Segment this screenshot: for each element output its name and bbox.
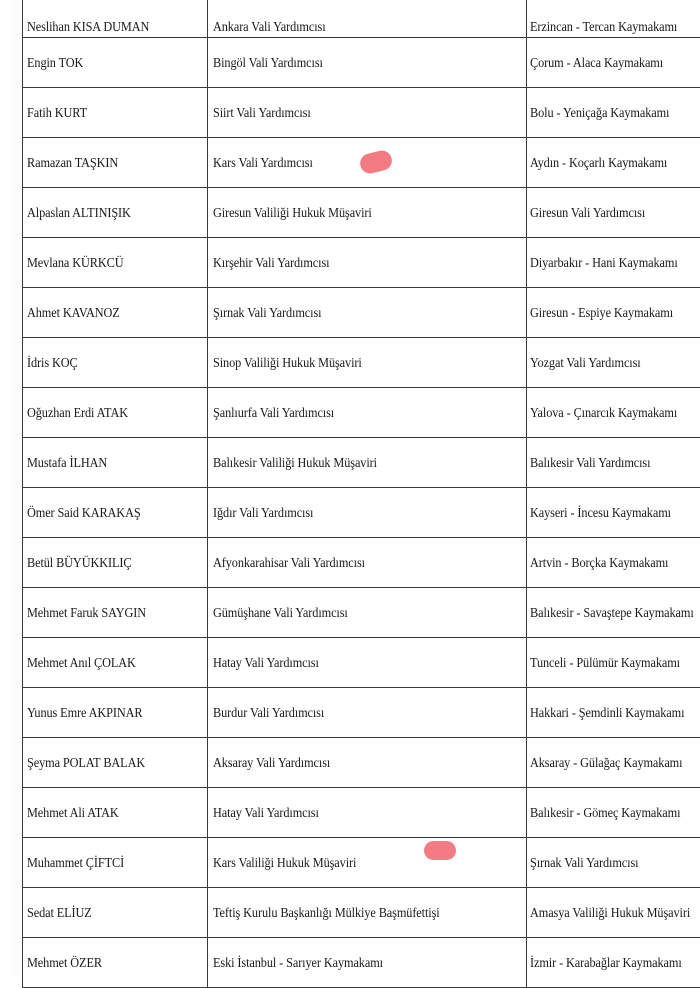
table-row xyxy=(23,888,700,938)
table-row xyxy=(23,188,700,238)
new-post-cell: Giresun Vali Yardımcısı xyxy=(527,188,700,238)
current-post-cell: Iğdır Vali Yardımcısı xyxy=(208,488,527,538)
new-post-cell: Kayseri - İncesu Kaymakamı xyxy=(527,488,700,538)
table-row xyxy=(23,638,700,688)
name-cell: Ömer Said KARAKAŞ xyxy=(23,488,208,538)
current-post-cell: Sinop Valiliği Hukuk Müşaviri xyxy=(208,338,527,388)
name-cell: Muhammet ÇİFTCİ xyxy=(23,838,208,888)
current-post-cell: Balıkesir Valiliği Hukuk Müşaviri xyxy=(208,438,527,488)
table-row xyxy=(23,738,700,788)
new-post-cell: Yozgat Vali Yardımcısı xyxy=(527,338,700,388)
new-post-cell: Şırnak Vali Yardımcısı xyxy=(527,838,700,888)
name-cell: Mehmet Anıl ÇOLAK xyxy=(23,638,208,688)
new-post-cell: Aksaray - Gülağaç Kaymakamı xyxy=(527,738,700,788)
table-row xyxy=(23,938,700,988)
name-cell: Ahmet KAVANOZ xyxy=(23,288,208,338)
table-row xyxy=(23,588,700,638)
name-cell: İdris KOÇ xyxy=(23,338,208,388)
table-row xyxy=(23,88,700,138)
name-cell: Alpaslan ALTINIŞIK xyxy=(23,188,208,238)
current-post-cell: Burdur Vali Yardımcısı xyxy=(208,688,527,738)
table-row xyxy=(23,438,700,488)
name-cell: Şeyma POLAT BALAK xyxy=(23,738,208,788)
current-post-cell: Hatay Vali Yardımcısı xyxy=(208,638,527,688)
new-post-cell: Tunceli - Pülümür Kaymakamı xyxy=(527,638,700,688)
new-post-cell: Hakkari - Şemdinli Kaymakamı xyxy=(527,688,700,738)
new-post-cell: Giresun - Espiye Kaymakamı xyxy=(527,288,700,338)
new-post-cell: Çorum - Alaca Kaymakamı xyxy=(527,38,700,88)
name-cell: Betül BÜYÜKKILIÇ xyxy=(23,538,208,588)
table-row xyxy=(23,288,700,338)
table-row xyxy=(23,238,700,288)
name-cell: Neslihan KISA DUMAN xyxy=(23,0,208,38)
current-post-cell: Kırşehir Vali Yardımcısı xyxy=(208,238,527,288)
table-row xyxy=(23,788,700,838)
new-post-cell: Aydın - Koçarlı Kaymakamı xyxy=(527,138,700,188)
current-post-cell: Afyonkarahisar Vali Yardımcısı xyxy=(208,538,527,588)
current-post-cell: Kars Vali Yardımcısı xyxy=(208,138,527,188)
new-post-cell: İzmir - Karabağlar Kaymakamı xyxy=(527,938,700,988)
name-cell: Mehmet Ali ATAK xyxy=(23,788,208,838)
new-post-cell: Balıkesir Vali Yardımcısı xyxy=(527,438,700,488)
name-cell: Engin TOK xyxy=(23,38,208,88)
table-row xyxy=(23,38,700,88)
current-post-cell: Gümüşhane Vali Yardımcısı xyxy=(208,588,527,638)
current-post-cell: Aksaray Vali Yardımcısı xyxy=(208,738,527,788)
name-cell: Mustafa İLHAN xyxy=(23,438,208,488)
table-row xyxy=(23,838,700,888)
current-post-cell: Kars Valiliği Hukuk Müşaviri xyxy=(208,838,527,888)
new-post-cell: Balıkesir - Savaştepe Kaymakamı xyxy=(527,588,700,638)
name-cell: Ramazan TAŞKIN xyxy=(23,138,208,188)
table-row xyxy=(23,338,700,388)
new-post-cell: Balıkesir - Gömeç Kaymakamı xyxy=(527,788,700,838)
new-post-cell: Amasya Valiliği Hukuk Müşaviri xyxy=(527,888,700,938)
table-row xyxy=(23,488,700,538)
table-row xyxy=(23,388,700,438)
name-cell: Oğuzhan Erdi ATAK xyxy=(23,388,208,438)
new-post-cell: Yalova - Çınarcık Kaymakamı xyxy=(527,388,700,438)
current-post-cell: Şırnak Vali Yardımcısı xyxy=(208,288,527,338)
current-post-cell: Hatay Vali Yardımcısı xyxy=(208,788,527,838)
appointment-table xyxy=(22,0,700,988)
current-post-cell: Şanlıurfa Vali Yardımcısı xyxy=(208,388,527,438)
page-margin xyxy=(0,0,22,977)
current-post-cell: Ankara Vali Yardımcısı xyxy=(208,0,527,38)
current-post-cell: Bingöl Vali Yardımcısı xyxy=(208,38,527,88)
name-cell: Yunus Emre AKPINAR xyxy=(23,688,208,738)
appointment-table-body xyxy=(23,0,700,988)
name-cell: Sedat ELİUZ xyxy=(23,888,208,938)
new-post-cell: Erzincan - Tercan Kaymakamı xyxy=(527,0,700,38)
name-cell: Mehmet ÖZER xyxy=(23,938,208,988)
table-row xyxy=(23,0,700,38)
name-cell: Fatih KURT xyxy=(23,88,208,138)
name-cell: Mevlana KÜRKCÜ xyxy=(23,238,208,288)
table-row xyxy=(23,538,700,588)
new-post-cell: Bolu - Yeniçağa Kaymakamı xyxy=(527,88,700,138)
current-post-cell: Giresun Valiliği Hukuk Müşaviri xyxy=(208,188,527,238)
new-post-cell: Artvin - Borçka Kaymakamı xyxy=(527,538,700,588)
current-post-cell: Siirt Vali Yardımcısı xyxy=(208,88,527,138)
new-post-cell: Diyarbakır - Hani Kaymakamı xyxy=(527,238,700,288)
table-row xyxy=(23,688,700,738)
highlight-mark xyxy=(424,841,456,860)
current-post-cell: Eski İstanbul - Sarıyer Kaymakamı xyxy=(208,938,527,988)
name-cell: Mehmet Faruk SAYGIN xyxy=(23,588,208,638)
current-post-cell: Teftiş Kurulu Başkanlığı Mülkiye Başmüfettişi xyxy=(208,888,527,938)
